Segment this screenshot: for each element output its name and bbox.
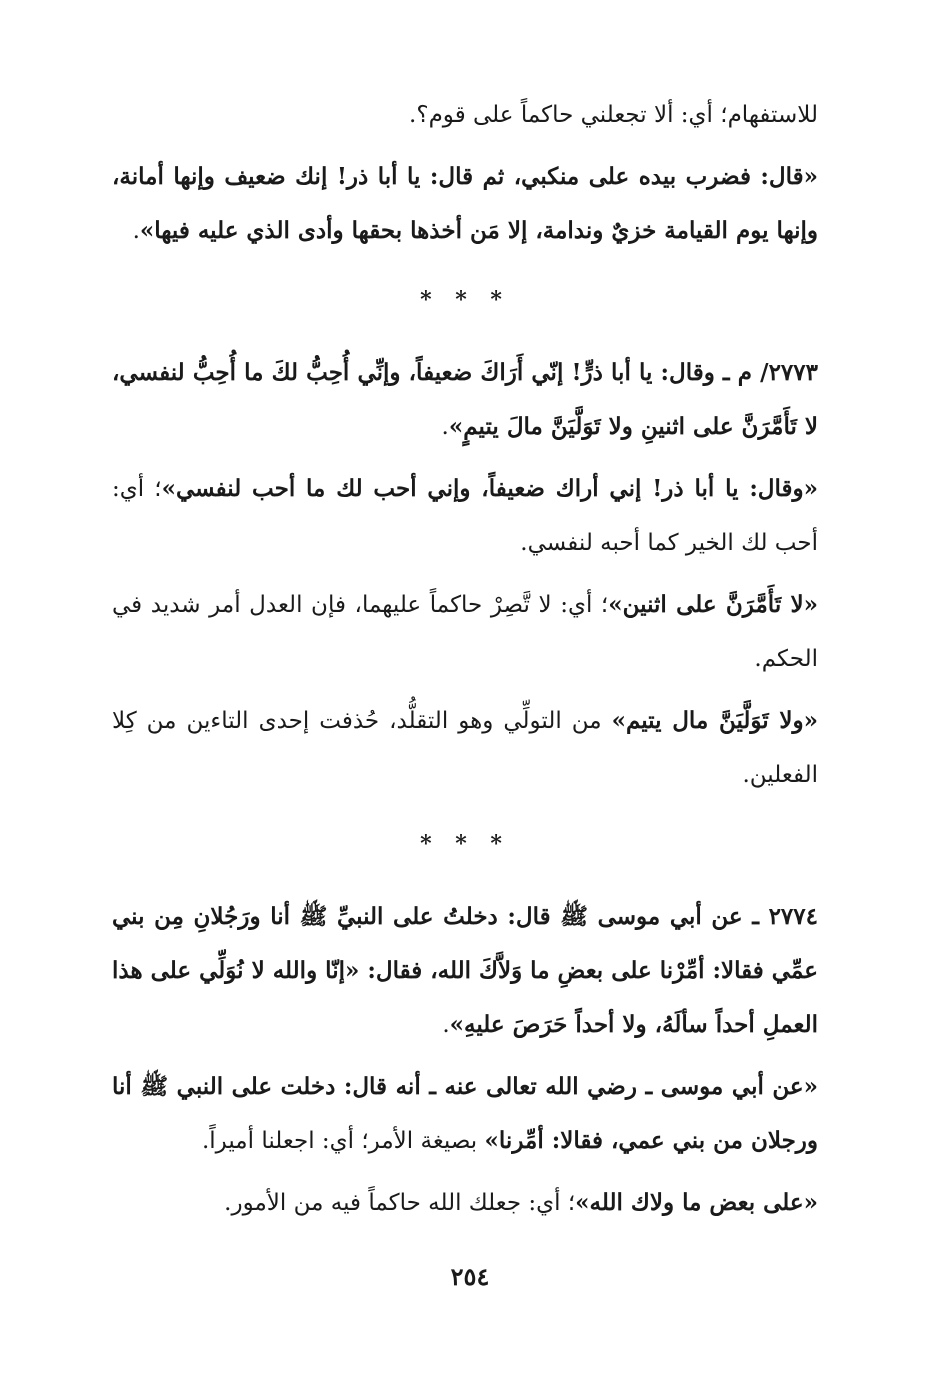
hadith-text: ٢٧٧٤ ـ عن أبي موسى ﷺ قال: دخلتُ على النبيِّ ﷺ أنا ورَجُلانِ مِن بني عمِّي فقالا: أمِّرْنا على بعضِ ما وَلاَّكَ الله، فقال: «إنّا والله لا نُوَلِّي على هذا العملِ أحداً سألَهُ، ولا أحداً حَرَصَ عليهِ» bbox=[112, 903, 818, 1038]
paragraph-6 bbox=[112, 694, 818, 802]
commentary-text: ؛ أي: جعلك الله حاكماً فيه من الأمور. bbox=[224, 1190, 576, 1216]
commentary-text: بصيغة الأمر؛ أي: اجعلنا أميراً. bbox=[201, 1128, 485, 1154]
paragraph-4 bbox=[112, 462, 818, 570]
paragraph-9 bbox=[112, 1176, 818, 1230]
hadith-quote: «على بعض ما ولاك الله» bbox=[575, 1189, 818, 1216]
paragraph-1 bbox=[112, 88, 818, 142]
hadith-quote: «عن أبي موسى ـ رضي الله تعالى عنه ـ أنه قال: دخلت على النبي ﷺ أنا ورجلان من بني عمي، فقالا: أمِّرنا» bbox=[112, 1073, 818, 1154]
page-number: ٢٥٤ bbox=[450, 1262, 490, 1291]
hadith-text: ٢٧٧٣/ م ـ وقال: يا أبا ذرٍّ! إنّي أَرَاكَ ضعيفاً، وإنِّي أُحِبُّ لكَ ما أُحِبُّ لنفسي، لا تَأَمَّرَنَّ على اثنينِ ولا تَوَلَّيَنَّ مالَ يتيمٍ» bbox=[112, 359, 818, 440]
commentary-text: للاستفهام؛ أي: ألا تجعلني حاكماً على قوم؟. bbox=[409, 102, 818, 128]
hadith-quote: «ولا تَوَلَّيَنَّ مال يتيم» bbox=[611, 707, 818, 734]
commentary-text: ؛ أي: لا تَّصِرْ حاكماً عليهما، فإن العدل أمر شديد في الحكم. bbox=[112, 592, 818, 672]
hadith-quote: «لا تَأَمَّرَنَّ على اثنين» bbox=[608, 591, 819, 618]
hadith-quote: «وقال: يا أبا ذر! إني أراك ضعيفاً، وإني أحب لك ما أحب لنفسي» bbox=[161, 475, 818, 502]
paragraph-2 bbox=[112, 150, 818, 258]
section-divider-stars: * * * bbox=[420, 831, 510, 857]
commentary-text: من التولِّي وهو التقلُّد، حُذفت إحدى التاءين من كِلا الفعلين. bbox=[112, 708, 818, 788]
page-body bbox=[112, 88, 818, 1230]
hadith-2773 bbox=[112, 346, 818, 454]
hadith-2774 bbox=[112, 890, 818, 1052]
commentary-text: . bbox=[442, 1012, 450, 1038]
commentary-text: ؛ أي: أحب لك الخير كما أحبه لنفسي. bbox=[112, 476, 818, 556]
hadith-quote: «قال: فضرب بيده على منكبي، ثم قال: يا أبا ذر! إنك ضعيف وإنها أمانة، وإنها يوم القيامة خزيٌ وندامة، إلا مَن أخذها بحقها وأدى الذي عليه فيها» bbox=[112, 163, 818, 244]
paragraph-8 bbox=[112, 1060, 818, 1168]
commentary-text: . bbox=[132, 218, 140, 244]
paragraph-5 bbox=[112, 578, 818, 686]
commentary-text: . bbox=[441, 414, 449, 440]
section-divider-stars: * * * bbox=[420, 287, 510, 313]
